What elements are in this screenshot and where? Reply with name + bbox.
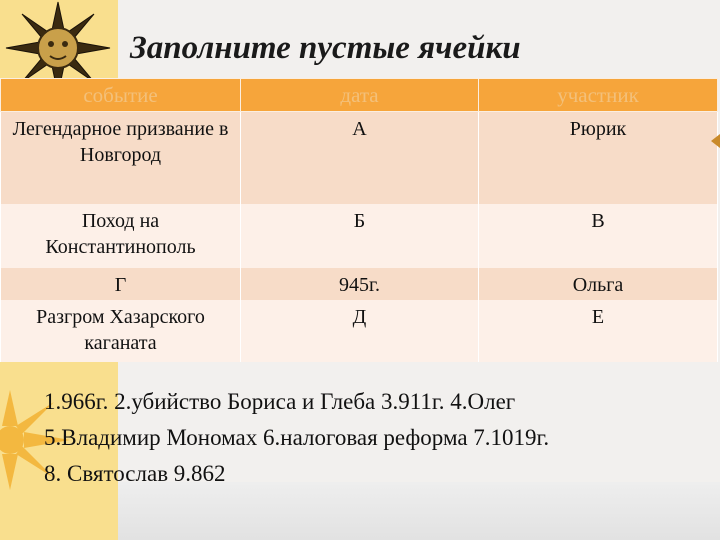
arrow-left-icon [711, 134, 720, 148]
answer-line: 5.Владимир Мономах 6.налоговая реформа 7.1019г. [44, 425, 550, 450]
cell-date: Д [241, 300, 479, 362]
cell-date: А [241, 112, 479, 205]
header-event: событие [1, 79, 241, 112]
cell-participant: В [479, 204, 718, 268]
answer-line: 8. Святослав 9.862 [44, 461, 226, 486]
cell-participant: Ольга [479, 268, 718, 300]
cell-event: Легендарное призвание в Новгород [1, 112, 241, 205]
table-header-row [1, 79, 718, 112]
table-row [1, 268, 718, 300]
answer-options [44, 384, 704, 492]
cell-event: Поход на Константинополь [1, 204, 241, 268]
header-participant: участник [479, 79, 718, 112]
table-row [1, 204, 718, 268]
cell-participant: Е [479, 300, 718, 362]
events-table [0, 78, 718, 362]
cell-date: Б [241, 204, 479, 268]
table-row [1, 300, 718, 362]
header-date: дата [241, 79, 479, 112]
cell-event: Разгром Хазарского каганата [1, 300, 241, 362]
cell-participant: Рюрик [479, 112, 718, 205]
cell-event: Г [1, 268, 241, 300]
table-row [1, 112, 718, 205]
page-title: Заполните пустые ячейки [130, 30, 521, 66]
answer-line: 1.966г. 2.убийство Бориса и Глеба 3.911г. 4.Олег [44, 389, 516, 414]
cell-date: 945г. [241, 268, 479, 300]
